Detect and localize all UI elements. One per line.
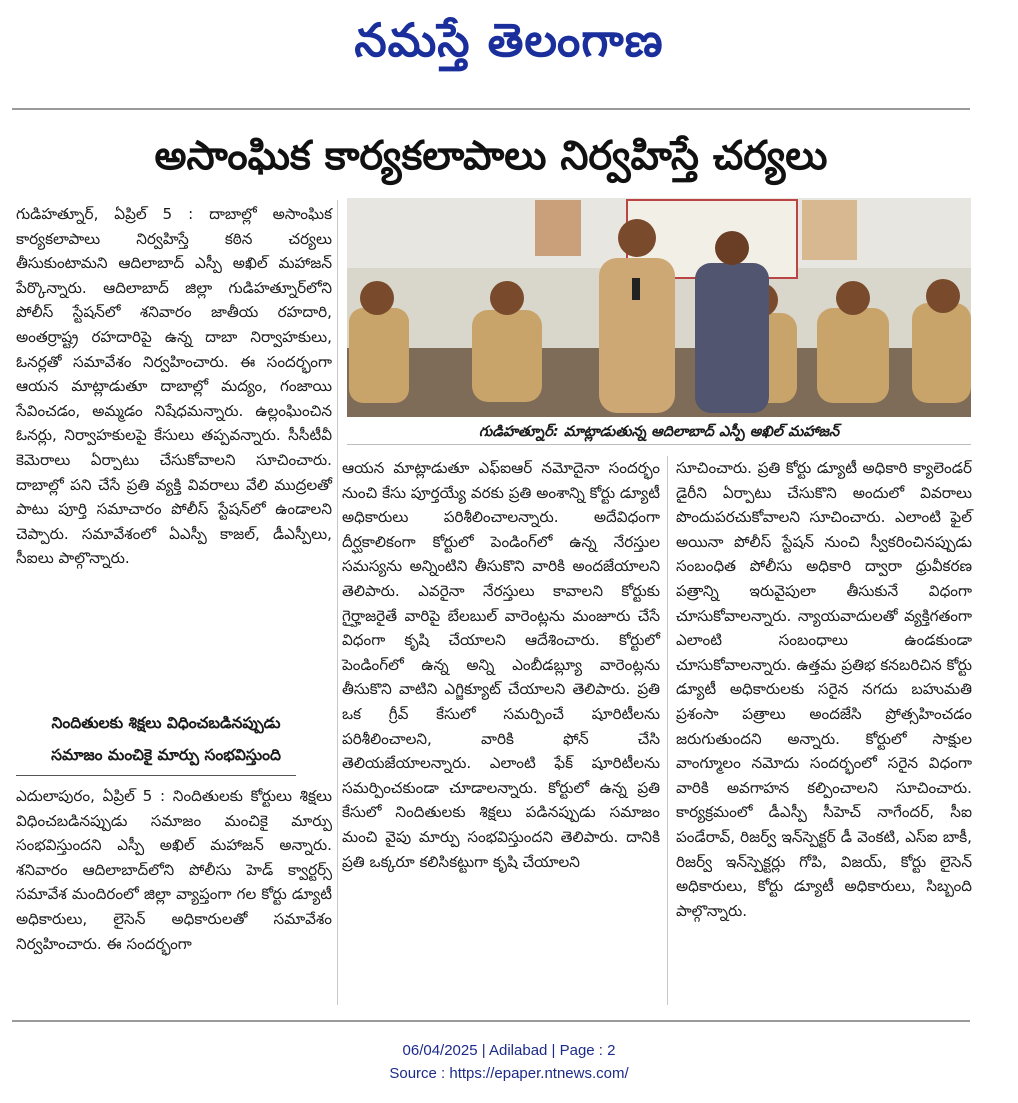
article2-text-col1: ఎదులాపురం, ఏప్రిల్ 5 : నిందితులకు కోర్టులు శిక్షలు విధించబడినప్పుడు సమాజం మంచికై మార్పు సంభవిస్తుందని ఎస్పీ అఖిల్ మహాజన్ అన్నారు. శనివారం ఆదిలాబాద్‌లోని పోలీసు హెడ్ క్వార్టర్స్ సమావేశ మందిరంలో జిల్లా వ్యాప్తంగా గల కోర్టు డ్యూటీ అధికారులు, లైసెన్ అధికారులతో సమావేశం నిర్వహించారు. ఈ సందర్భంగా [16, 787, 332, 953]
article2-body-col1 [16, 784, 332, 956]
column-separator [337, 200, 338, 1005]
newspaper-masthead: నమస్తే తెలంగాణ [354, 13, 664, 67]
subhead-rule [16, 775, 296, 776]
photo-caption: గుడిహత్నూర్: మాట్లాడుతున్న ఆదిలాబాద్ ఎస్పీ అఖిల్ మహాజన్ [347, 420, 971, 445]
headline: అసాంఘిక కార్యకలాపాలు నిర్వహిస్తే చర్యలు [154, 133, 828, 179]
article1-text: గుడిహత్నూర్, ఏప్రిల్ 5 : దాబాల్లో అసాంఘిక కార్యకలాపాలు నిర్వహిస్తే కఠిన చర్యలు తీసుకుంటామని ఆదిలాబాద్ ఎస్పీ అఖిల్ మహాజన్ పేర్కొన్నారు. ఆదిలాబాద్ జిల్లా గుడిహత్నూర్‌లోని పోలీస్ స్టేషన్‌లో శనివారం జాతీయ రహదారి, అంతర్రాష్ట్ర రహదారిపై ఉన్న దాబా నిర్వాహకులు, ఓనర్లతో సమావేశం నిర్వహించారు. ఈ సందర్భంగా ఆయన మాట్లాడుతూ దాబాల్లో మద్యం, గంజాయి సేవించడం, అమ్మడం నిషేధమన్నారు. ఉల్లంఘించిన ఓనర్లు, నిర్వాహకులపై కేసులు తప్పవన్నారు. సీసీటీవీ కెమెరాలు ఏర్పాటు చేసుకోవాలని సూచించారు. దాబాల్లో పని చేసే ప్రతి వ్యక్తి వివరాలు వేలి ముద్రలతో పాటు పూర్తి సమాచారం పోలీస్ స్టేషన్‌లో ఉండాలని చెప్పారు. సమావేశంలో ఏఎస్పీ కాజల్, డీఎస్పీలు, సీఐలు పాల్గొన్నారు. [16, 205, 332, 568]
article1-body [16, 202, 332, 571]
article2-subhead-line2: సమాజం మంచికై మార్పు సంభవిస్తుంది [51, 746, 281, 764]
masthead-rule [12, 108, 970, 110]
news-photo [347, 198, 971, 417]
column-separator [667, 456, 668, 1005]
photo-illustration [347, 198, 971, 417]
footer-date-edition: 06/04/2025 | Adilabad | Page : 2 [402, 1042, 616, 1059]
footer-rule [12, 1020, 970, 1022]
article2-text-col3: సూచించారు. ప్రతి కోర్టు డ్యూటీ అధికారి క్యాలెండర్ డైరీని ఏర్పాటు చేసుకొని అందులో వివరాలు పొందుపరచుకోవాలని సూచించారు. ఎలాంటి ఫైల్ అయినా పోలీస్ స్టేషన్ నుంచి స్వీకరించినప్పుడు సంబంధిత పోలీసు అధికారి ద్వారా ధ్రువీకరణ పత్రాన్ని ఇరువైపులా తీసుకునే విధంగా చూసుకోవాలన్నారు. న్యాయవాదులతో వ్యక్తిగతంగా ఎలాంటి సంబంధాలు ఉండకుండా చూసుకోవాలన్నారు. ఉత్తమ ప్రతిభ కనబరిచిన కోర్టు డ్యూటీ అధికారులకు సరైన నగదు బహుమతి ప్రశంసా పత్రాలు అందజేసి ప్రోత్సహించడం జరుగుతుందని అన్నారు. కోర్టులో సాక్షుల వాంగ్మూలం నమోదు సందర్భంలో సరైన విధంగా వారికి అవగాహన కల్పించాలని సూచించారు. కార్యక్రమంలో డీఎస్పీ సీహెచ్ నాగేందర్, సీఐ పండేరావ్, రిజర్వ్ ఇన్‌స్పెక్టర్ డీ వెంకటి, ఎస్ఐ బాకీ, రిజర్వ్ ఇన్‌స్పెక్టర్లు గోపి, విజయ్, కోర్టు లైసెన్ అధికారులు, కోర్టు డ్యూటీ అధికారులు, సిబ్బంది పాల్గొన్నారు. [676, 459, 972, 920]
article2-subhead-line1: నిందితులకు శిక్షలు విధించబడినప్పుడు [51, 714, 281, 732]
article2-text-col2: ఆయన మాట్లాడుతూ ఎఫ్ఐఆర్ నమోదైనా సందర్భం నుంచి కేసు పూర్తయ్యే వరకు ప్రతి అంశాన్ని కోర్టు డ్యూటీ అధికారులు పరిశీలించాలన్నారు. అదేవిధంగా దీర్ఘకాలికంగా కోర్టులో పెండింగ్‌లో ఉన్న నేరస్తుల సమస్యను అన్నింటిని తీసుకొని వారికి అందజేయాలని తెలిపారు. ఎవరైనా నేరస్తులు కావాలని కోర్టుకు గైర్హాజరైతే వారిపై బేలబుల్ వారెంట్లను మంజూరు చేసే విధంగా కృషి చేయాలని ఆదేశించారు. కోర్టులో పెండింగ్‌లో ఉన్న అన్ని ఎంబీడబ్ల్యూ వారెంట్లను తీసుకొని వాటిని ఎగ్జిక్యూట్ చేయాలని తెలిపారు. ప్రతి ఒక గ్రీవ్ కేసులో సమర్పించే షూరిటీలను పరిశీలించాలని, వారికి ఫోన్ చేసి తెలియజేయాలన్నారు. ఎలాంటి ఫేక్ షూరిటీలను సమర్పించకుండా చూడాలన్నారు. కోర్టులో ఉన్న ప్రతి కేసులో నిందితులకు శిక్షలు పడినప్పుడు సమాజం మంచి వైపు మార్పు సంభవిస్తుందని తెలిపారు. దానికి ప్రతి ఒక్కరూ కలిసికట్టుగా కృషి చేయాలని [342, 459, 660, 871]
footer-source[interactable]: Source : https://epaper.ntnews.com/ [389, 1065, 629, 1082]
article2-body-col2 [342, 456, 660, 874]
article2-body-col3 [676, 456, 972, 923]
